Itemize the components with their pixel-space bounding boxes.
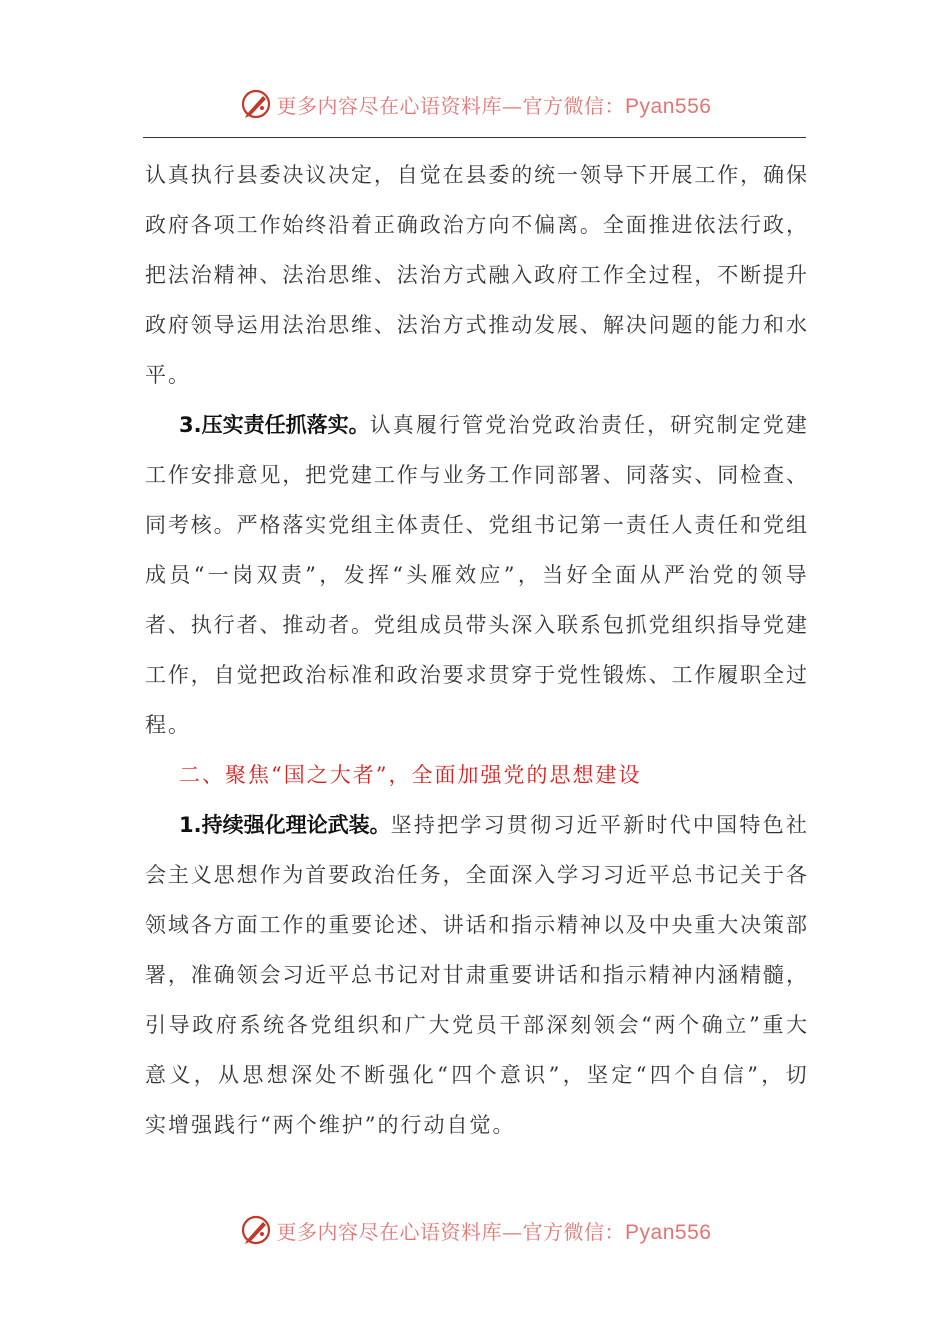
text-line: 者 、 执 行 者 、 推 动 者 。 党 组 成 员 带 头 深 入 联 系 包 抓 党 组 织 指 导 党 建 [145,613,807,637]
paragraph-first-rest: 认 真 履 行 管 党 治 党 政 治 责 任 ， 研 究 制 定 党 建 [369,413,807,437]
text-line: 同 考 核 。 严 格 落 实 党 组 主 体 责 任 、 党 组 书 记 第 一 责 任 人 责 任 和 党 组 [145,513,807,537]
paragraph-lead: 3.压实责任抓落实。 [179,413,370,437]
text-line: 工 作 ， 自 觉 把 政 治 标 准 和 政 治 要 求 贯 穿 于 党 性 锻 炼 、 工 作 履 职 全 过 [145,663,807,687]
text-line: 领 域 各 方 面 工 作 的 重 要 论 述 、 讲 话 和 指 示 精 神 以 及 中 央 重 大 决 策 部 [145,913,807,937]
footer-wechat-id: Pyan556 [625,1220,712,1244]
text-line: 把 法 治 精 神 、 法 治 思 维 、 法 治 方 式 融 入 政 府 工 作 全 过 程 ， 不 断 提 升 [145,263,807,287]
text-line: 认 真 执 行 县 委 决 议 决 定 ， 自 觉 在 县 委 的 统 一 领 导 下 开 展 工 作 ， 确 保 [145,163,807,187]
text-line: 成 员 “ 一 岗 双 责 ” ， 发 挥 “ 头 雁 效 应 ” ， 当 好 全 面 从 严 治 党 的 领 导 [145,563,807,587]
header-wechat-id: Pyan556 [625,94,712,118]
pen-logo-icon [239,87,273,121]
text-line: 程。 [145,713,191,737]
text-line: 引 导 政 府 系 统 各 党 组 织 和 广 大 党 员 干 部 深 刻 领 会 “ 两 个 确 立 ” 重 大 [145,1013,807,1037]
paragraph-first-rest: 坚 持 把 学 习 贯 彻 习 近 平 新 时 代 中 国 特 色 社 [390,813,807,837]
paragraph-first-line [145,400,807,450]
text-line: 会 主 义 思 想 作 为 首 要 政 治 任 务 ， 全 面 深 入 学 习 习 近 平 总 书 记 关 于 各 [145,863,807,887]
paragraph-first-line [145,800,807,850]
paragraph-lead: 1.持续强化理论武装。 [179,813,391,837]
text-line: 意 义 ， 从 思 想 深 处 不 断 强 化 “ 四 个 意 识 ” ， 坚 定 “ 四 个 自 信 ” ， 切 [145,1063,807,1087]
header-banner [0,84,950,124]
text-line: 署 ， 准 确 领 会 习 近 平 总 书 记 对 甘 肃 重 要 讲 话 和 指 示 精 神 内 涵 精 髓 ， [145,963,807,987]
pen-logo-icon [239,1213,273,1247]
text-line: 政 府 领 导 运 用 法 治 思 维 、 法 治 方 式 推 动 发 展 、 解 决 问 题 的 能 力 和 水 [145,313,807,337]
text-line: 政 府 各 项 工 作 始 终 沿 着 正 确 政 治 方 向 不 偏 离 。 全 面 推 进 依 法 行 政 ， [145,213,807,237]
text-line: 实增强践行“两个维护”的行动自觉。 [145,1113,516,1137]
header-divider [143,137,806,138]
text-line: 平。 [145,363,191,387]
document-body [145,150,807,1150]
header-banner-text: 更多内容尽在心语资料库—官方微信：Pyan556 [276,93,712,118]
section-heading: 二、聚焦“国之大者”，全面加强党的思想建设 [179,763,642,787]
footer-banner [0,1210,950,1250]
footer-banner-text: 更多内容尽在心语资料库—官方微信：Pyan556 [276,1219,712,1244]
text-line: 工 作 安 排 意 见 ， 把 党 建 工 作 与 业 务 工 作 同 部 署 、 同 落 实 、 同 检 查 、 [145,463,807,487]
